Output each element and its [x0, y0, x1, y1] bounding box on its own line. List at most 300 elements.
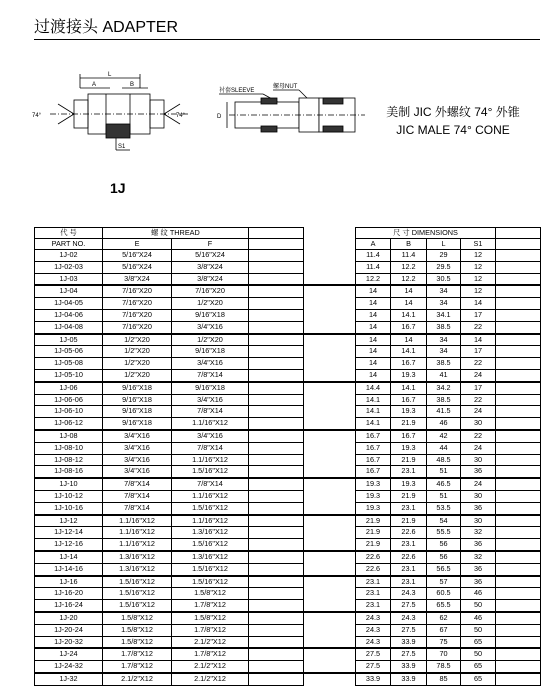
table-row — [35, 394, 541, 406]
cell-blank — [496, 321, 541, 333]
cell-blank — [249, 250, 304, 262]
cell-blank — [496, 261, 541, 273]
cell-thread-e: 1.3/16"X12 — [103, 551, 172, 563]
cell-part-no: 1J-06-06 — [35, 394, 103, 406]
table-row — [35, 563, 541, 575]
cell-thread-f: 7/8"X14 — [172, 478, 249, 490]
cell-blank — [249, 442, 304, 454]
cell-dim-s1: 12 — [461, 273, 496, 285]
cell-thread-f: 5/16"X24 — [172, 250, 249, 262]
cell-blank — [249, 648, 304, 660]
cell-part-no: 1J-12-16 — [35, 539, 103, 551]
cell-dim-l: 38.5 — [427, 394, 461, 406]
adapter-drawing — [30, 68, 200, 158]
cell-blank — [496, 563, 541, 575]
cell-blank — [496, 648, 541, 660]
header-row-1 — [35, 228, 541, 239]
cell-blank — [496, 369, 541, 381]
cell-dim-a: 21.9 — [356, 527, 391, 539]
table-row — [35, 588, 541, 600]
cell-dim-a: 14.4 — [356, 382, 391, 394]
dim-l-label: L — [108, 72, 112, 78]
cell-dim-l: 29.5 — [427, 261, 461, 273]
cell-part-no: 1J-12 — [35, 515, 103, 527]
cell-thread-e: 1.7/8"X12 — [103, 648, 172, 660]
cell-blank — [249, 539, 304, 551]
cell-dim-a: 16.7 — [356, 466, 391, 478]
cell-dim-s1: 14 — [461, 334, 496, 346]
cell-thread-f: 9/16"X18 — [172, 382, 249, 394]
cell-gap — [304, 250, 356, 262]
caption-en: JIC MALE 74° CONE — [396, 123, 510, 137]
cell-thread-e: 9/16"X18 — [103, 394, 172, 406]
cell-dim-l: 70 — [427, 648, 461, 660]
cell-dim-l: 34.2 — [427, 382, 461, 394]
table-row — [35, 515, 541, 527]
cell-dim-l: 53.5 — [427, 502, 461, 514]
cell-blank — [249, 490, 304, 502]
cell-blank — [249, 466, 304, 478]
cell-dim-b: 19.3 — [391, 442, 427, 454]
cell-thread-f: 3/8"X24 — [172, 261, 249, 273]
cell-dim-a: 23.1 — [356, 588, 391, 600]
header-col-e: E — [103, 239, 172, 250]
cell-dim-l: 67 — [427, 624, 461, 636]
header-row-2 — [35, 239, 541, 250]
table-row — [35, 298, 541, 310]
table-row — [35, 661, 541, 673]
cell-thread-e: 9/16"X18 — [103, 418, 172, 430]
cell-dim-l: 41 — [427, 369, 461, 381]
cell-thread-f: 3/4"X16 — [172, 321, 249, 333]
cell-blank — [249, 502, 304, 514]
cell-blank — [249, 624, 304, 636]
cell-dim-b: 14 — [391, 285, 427, 297]
cell-blank — [496, 588, 541, 600]
cell-dim-a: 11.4 — [356, 250, 391, 262]
cell-thread-f: 1.7/8"X12 — [172, 648, 249, 660]
cell-blank — [496, 418, 541, 430]
cell-thread-e: 1/2"X20 — [103, 346, 172, 358]
cell-dim-a: 14 — [356, 321, 391, 333]
cell-thread-e: 9/16"X18 — [103, 382, 172, 394]
cell-dim-a: 12.2 — [356, 273, 391, 285]
cell-blank — [249, 636, 304, 648]
cell-dim-l: 54 — [427, 515, 461, 527]
header-col-a: A — [356, 239, 391, 250]
cell-thread-e: 7/16"X20 — [103, 309, 172, 321]
cell-part-no: 1J-14-16 — [35, 563, 103, 575]
header-blank — [249, 228, 304, 239]
cell-thread-e: 1.7/8"X12 — [103, 661, 172, 673]
cell-thread-e: 7/16"X20 — [103, 321, 172, 333]
cell-blank — [496, 309, 541, 321]
cell-part-no: 1J-14 — [35, 551, 103, 563]
cell-dim-b: 16.7 — [391, 430, 427, 442]
cell-blank — [249, 394, 304, 406]
cell-thread-e: 7/16"X20 — [103, 285, 172, 297]
cell-dim-s1: 12 — [461, 250, 496, 262]
cell-dim-b: 21.9 — [391, 454, 427, 466]
cell-dim-b: 21.9 — [391, 418, 427, 430]
cell-dim-s1: 17 — [461, 346, 496, 358]
cell-dim-l: 34.1 — [427, 309, 461, 321]
cell-blank — [249, 298, 304, 310]
cell-dim-a: 14.1 — [356, 406, 391, 418]
cell-thread-e: 1/2"X20 — [103, 358, 172, 370]
cell-gap — [304, 515, 356, 527]
cell-gap — [304, 466, 356, 478]
cell-thread-e: 1.5/8"X12 — [103, 612, 172, 624]
table-row — [35, 442, 541, 454]
cell-gap — [304, 285, 356, 297]
cell-dim-a: 14 — [356, 298, 391, 310]
cell-part-no: 1J-08-12 — [35, 454, 103, 466]
cell-dim-b: 14 — [391, 298, 427, 310]
cell-blank — [496, 515, 541, 527]
cell-thread-f: 3/4"X16 — [172, 430, 249, 442]
header-col-b: B — [391, 239, 427, 250]
cell-thread-f: 1.5/16"X12 — [172, 563, 249, 575]
cell-thread-e: 1.1/16"X12 — [103, 527, 172, 539]
header-thread: 螺 纹 THREAD — [103, 228, 249, 239]
sleeve-label: 衬套SLEEVE — [219, 88, 255, 94]
cell-part-no: 1J-12-14 — [35, 527, 103, 539]
cell-dim-l: 57 — [427, 576, 461, 588]
header-col-l: L — [427, 239, 461, 250]
cell-dim-b: 19.3 — [391, 406, 427, 418]
cell-gap — [304, 358, 356, 370]
cell-dim-b: 23.1 — [391, 539, 427, 551]
cell-dim-s1: 36 — [461, 466, 496, 478]
cell-blank — [496, 527, 541, 539]
table-row — [35, 454, 541, 466]
cell-dim-l: 44 — [427, 442, 461, 454]
cell-blank — [249, 661, 304, 673]
cell-dim-l: 34 — [427, 298, 461, 310]
cell-blank — [496, 624, 541, 636]
cell-blank — [496, 250, 541, 262]
cell-thread-f: 7/8"X14 — [172, 442, 249, 454]
cell-dim-s1: 50 — [461, 624, 496, 636]
table-row — [35, 478, 541, 490]
dim-s1-label: S1 — [118, 144, 126, 150]
cell-dim-a: 14 — [356, 334, 391, 346]
cell-gap — [304, 273, 356, 285]
cell-dim-l: 51 — [427, 490, 461, 502]
cell-thread-f: 1.3/16"X12 — [172, 527, 249, 539]
cell-part-no: 1J-20-24 — [35, 624, 103, 636]
cell-dim-s1: 36 — [461, 576, 496, 588]
cell-thread-f: 1.5/16"X12 — [172, 502, 249, 514]
cell-thread-e: 3/4"X16 — [103, 442, 172, 454]
cell-dim-l: 56.5 — [427, 563, 461, 575]
cell-dim-l: 34 — [427, 346, 461, 358]
cell-dim-s1: 65 — [461, 661, 496, 673]
cell-blank — [249, 406, 304, 418]
cell-blank — [496, 539, 541, 551]
cell-dim-s1: 32 — [461, 551, 496, 563]
cell-thread-f: 1.5/16"X12 — [172, 539, 249, 551]
cell-blank — [249, 515, 304, 527]
cell-gap — [304, 673, 356, 685]
header-col-s1: S1 — [461, 239, 496, 250]
angle-right-label: 74° — [176, 113, 186, 119]
cell-thread-f: 1.1/16"X12 — [172, 418, 249, 430]
cell-gap — [304, 442, 356, 454]
header-gap — [304, 239, 356, 250]
cell-thread-f: 1.1/16"X12 — [172, 515, 249, 527]
page-title: 过渡接头 ADAPTER — [34, 19, 179, 36]
cell-dim-b: 16.7 — [391, 321, 427, 333]
header-blank — [249, 239, 304, 250]
cell-dim-a: 24.3 — [356, 624, 391, 636]
cell-part-no: 1J-06-12 — [35, 418, 103, 430]
cell-part-no: 1J-02-03 — [35, 261, 103, 273]
cell-gap — [304, 406, 356, 418]
cell-dim-s1: 24 — [461, 369, 496, 381]
cell-dim-a: 16.7 — [356, 442, 391, 454]
cell-dim-s1: 50 — [461, 648, 496, 660]
cell-dim-s1: 65 — [461, 636, 496, 648]
cell-thread-e: 2.1/2"X12 — [103, 673, 172, 685]
cell-blank — [496, 394, 541, 406]
cell-thread-f: 1/2"X20 — [172, 298, 249, 310]
cell-gap — [304, 454, 356, 466]
cell-thread-f: 7/8"X14 — [172, 406, 249, 418]
cell-dim-b: 22.6 — [391, 551, 427, 563]
cell-gap — [304, 369, 356, 381]
cell-gap — [304, 502, 356, 514]
cell-gap — [304, 661, 356, 673]
table-row — [35, 406, 541, 418]
cell-gap — [304, 418, 356, 430]
cell-dim-a: 14 — [356, 369, 391, 381]
cell-thread-f: 1.7/8"X12 — [172, 600, 249, 612]
cell-dim-b: 14.1 — [391, 309, 427, 321]
dim-a-label: A — [92, 82, 97, 88]
cell-blank — [249, 454, 304, 466]
cell-dim-s1: 22 — [461, 430, 496, 442]
cell-dim-a: 16.7 — [356, 454, 391, 466]
cell-dim-l: 42 — [427, 430, 461, 442]
cell-blank — [496, 298, 541, 310]
cell-part-no: 1J-04-08 — [35, 321, 103, 333]
table-row — [35, 369, 541, 381]
cell-blank — [496, 661, 541, 673]
title-divider — [34, 39, 540, 40]
cell-dim-l: 56 — [427, 551, 461, 563]
cell-dim-b: 11.4 — [391, 250, 427, 262]
cell-thread-f: 1.3/16"X12 — [172, 551, 249, 563]
cell-blank — [249, 551, 304, 563]
cell-dim-s1: 12 — [461, 285, 496, 297]
cell-gap — [304, 636, 356, 648]
cell-dim-s1: 24 — [461, 442, 496, 454]
cell-dim-s1: 36 — [461, 539, 496, 551]
cell-dim-l: 78.5 — [427, 661, 461, 673]
cell-blank — [496, 478, 541, 490]
cell-dim-b: 27.5 — [391, 600, 427, 612]
cell-dim-a: 14 — [356, 358, 391, 370]
cell-thread-e: 7/8"X14 — [103, 478, 172, 490]
cell-dim-b: 33.9 — [391, 661, 427, 673]
table-row — [35, 624, 541, 636]
cell-gap — [304, 612, 356, 624]
table-row — [35, 527, 541, 539]
cell-gap — [304, 490, 356, 502]
cell-blank — [496, 358, 541, 370]
cell-blank — [249, 673, 304, 685]
header-col-f: F — [172, 239, 249, 250]
cell-part-no: 1J-05-08 — [35, 358, 103, 370]
cell-dim-b: 21.9 — [391, 490, 427, 502]
cell-dim-b: 16.7 — [391, 358, 427, 370]
cell-part-no: 1J-04 — [35, 285, 103, 297]
cell-dim-l: 55.5 — [427, 527, 461, 539]
table-row — [35, 321, 541, 333]
cell-blank — [249, 418, 304, 430]
cell-dim-a: 11.4 — [356, 261, 391, 273]
table-row — [35, 418, 541, 430]
cell-thread-f: 2.1/2"X12 — [172, 673, 249, 685]
cell-dim-s1: 30 — [461, 454, 496, 466]
cell-dim-l: 46.5 — [427, 478, 461, 490]
cell-dim-s1: 12 — [461, 261, 496, 273]
cell-blank — [496, 490, 541, 502]
cell-blank — [496, 273, 541, 285]
cell-dim-b: 19.3 — [391, 369, 427, 381]
cell-gap — [304, 624, 356, 636]
cell-gap — [304, 382, 356, 394]
cell-dim-b: 24.3 — [391, 588, 427, 600]
cell-dim-l: 51 — [427, 466, 461, 478]
cell-blank — [249, 430, 304, 442]
cell-dim-s1: 17 — [461, 309, 496, 321]
model-label: 1J — [110, 180, 126, 196]
cell-dim-b: 16.7 — [391, 394, 427, 406]
cell-blank — [249, 334, 304, 346]
header-blank — [496, 228, 541, 239]
cell-thread-e: 1/2"X20 — [103, 334, 172, 346]
cell-dim-s1: 22 — [461, 358, 496, 370]
cell-thread-f: 2.1/2"X12 — [172, 636, 249, 648]
cell-blank — [496, 502, 541, 514]
table-row — [35, 250, 541, 262]
cell-blank — [249, 527, 304, 539]
cell-dim-l: 38.5 — [427, 321, 461, 333]
cell-thread-e: 1/2"X20 — [103, 369, 172, 381]
cell-dim-a: 33.9 — [356, 673, 391, 685]
cell-blank — [249, 358, 304, 370]
cell-blank — [249, 369, 304, 381]
cell-dim-a: 19.3 — [356, 478, 391, 490]
cell-dim-s1: 36 — [461, 563, 496, 575]
cell-thread-e: 1.1/16"X12 — [103, 539, 172, 551]
cell-gap — [304, 478, 356, 490]
cell-part-no: 1J-06 — [35, 382, 103, 394]
cell-blank — [496, 673, 541, 685]
cell-thread-f: 1.5/8"X12 — [172, 612, 249, 624]
cell-thread-e: 1.5/16"X12 — [103, 588, 172, 600]
cell-dim-l: 41.5 — [427, 406, 461, 418]
cell-blank — [249, 612, 304, 624]
cell-dim-b: 27.5 — [391, 648, 427, 660]
cell-blank — [496, 636, 541, 648]
cell-dim-b: 22.6 — [391, 527, 427, 539]
cell-dim-b: 14.1 — [391, 346, 427, 358]
cell-blank — [249, 382, 304, 394]
cell-dim-b: 27.5 — [391, 624, 427, 636]
cell-thread-f: 9/16"X18 — [172, 309, 249, 321]
cell-dim-a: 24.3 — [356, 636, 391, 648]
cell-thread-e: 1.1/16"X12 — [103, 515, 172, 527]
cell-blank — [496, 406, 541, 418]
cell-dim-a: 22.6 — [356, 563, 391, 575]
table-row — [35, 539, 541, 551]
header-blank — [496, 239, 541, 250]
cell-blank — [249, 600, 304, 612]
cell-gap — [304, 563, 356, 575]
table-row — [35, 466, 541, 478]
cell-gap — [304, 430, 356, 442]
table-row — [35, 600, 541, 612]
cell-dim-s1: 30 — [461, 490, 496, 502]
cell-dim-a: 22.6 — [356, 551, 391, 563]
cell-dim-b: 21.9 — [391, 515, 427, 527]
cell-gap — [304, 600, 356, 612]
cell-dim-l: 65.5 — [427, 600, 461, 612]
dim-d-label: D — [217, 114, 222, 120]
cell-thread-e: 1.5/16"X12 — [103, 600, 172, 612]
cell-part-no: 1J-24-32 — [35, 661, 103, 673]
header-code-cn: 代 号 — [35, 228, 103, 239]
cell-thread-f: 1.5/8"X12 — [172, 588, 249, 600]
cell-thread-e: 1.3/16"X12 — [103, 563, 172, 575]
cell-gap — [304, 309, 356, 321]
header-code-en: PART NO. — [35, 239, 103, 250]
cell-thread-f: 9/16"X18 — [172, 346, 249, 358]
cell-part-no: 1J-02 — [35, 250, 103, 262]
cell-part-no: 1J-08-10 — [35, 442, 103, 454]
cell-dim-l: 56 — [427, 539, 461, 551]
cell-thread-e: 7/8"X14 — [103, 502, 172, 514]
cell-part-no: 1J-03 — [35, 273, 103, 285]
cell-thread-e: 1.5/8"X12 — [103, 636, 172, 648]
cell-dim-l: 85 — [427, 673, 461, 685]
cell-dim-s1: 65 — [461, 673, 496, 685]
cell-gap — [304, 551, 356, 563]
table-row — [35, 273, 541, 285]
cell-gap — [304, 527, 356, 539]
cell-thread-f: 2.1/2"X12 — [172, 661, 249, 673]
table-row — [35, 673, 541, 685]
cell-dim-a: 14 — [356, 285, 391, 297]
cell-dim-b: 23.1 — [391, 563, 427, 575]
cell-dim-b: 24.3 — [391, 612, 427, 624]
cell-dim-s1: 14 — [461, 298, 496, 310]
cell-thread-e: 1.5/16"X12 — [103, 576, 172, 588]
cell-blank — [496, 346, 541, 358]
table-row — [35, 358, 541, 370]
table-row — [35, 309, 541, 321]
table-row — [35, 490, 541, 502]
caption-cn: 美制 JIC 外螺纹 74° 外锥 — [386, 105, 520, 119]
cell-blank — [249, 309, 304, 321]
cell-gap — [304, 321, 356, 333]
cell-dim-l: 38.5 — [427, 358, 461, 370]
cell-thread-f: 3/4"X16 — [172, 394, 249, 406]
